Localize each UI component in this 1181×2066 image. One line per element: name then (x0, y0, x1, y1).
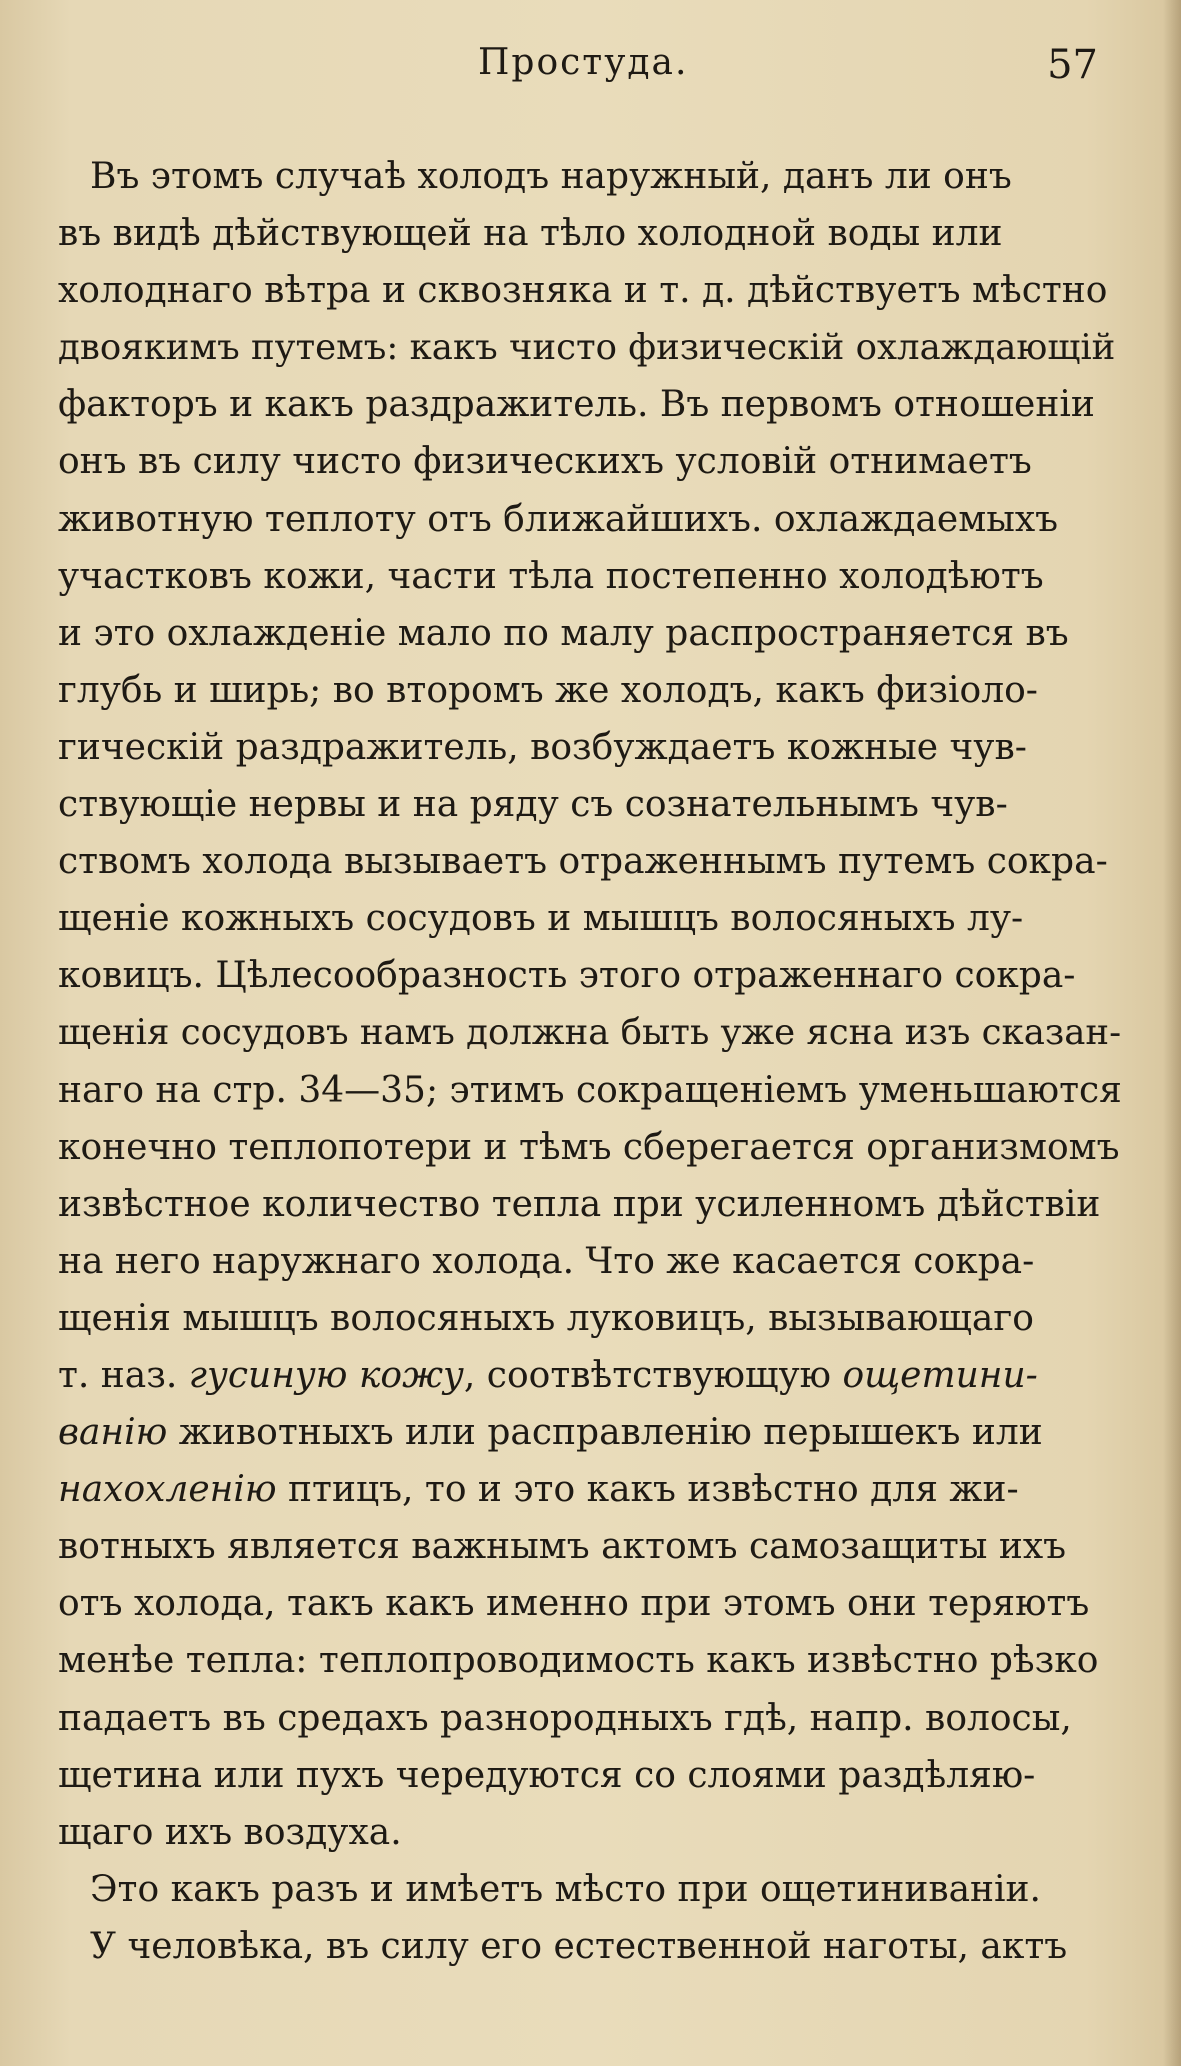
text-segment: У человѣка, въ силу его естественной наготы, актъ (90, 1925, 1068, 1967)
text-line (58, 890, 1128, 947)
text-line (58, 548, 1128, 605)
text-line (58, 1347, 1128, 1404)
text-line (58, 833, 1128, 890)
text-segment: на него наружнаго холода. Что же касается сокра- (58, 1240, 1035, 1282)
text-segment: щенія мышцъ волосяныхъ луковицъ, вызывающаго (58, 1297, 1034, 1339)
text-line (58, 1632, 1128, 1689)
text-line (58, 205, 1128, 262)
text-segment: отъ холода, такъ какъ именно при этомъ они теряютъ (58, 1583, 1090, 1625)
running-title: Простуда. (478, 42, 689, 83)
italic-term: гусиную кожу (188, 1354, 464, 1396)
text-line (58, 1918, 1128, 1975)
text-segment: конечно теплопотери и тѣмъ сберегается организмомъ (58, 1126, 1120, 1168)
text-line (58, 719, 1128, 776)
text-segment: факторъ и какъ раздражитель. Въ первомъ отношеніи (58, 384, 1095, 426)
text-line (58, 1804, 1128, 1861)
text-line (58, 1290, 1128, 1347)
text-segment: ствомъ холода вызываетъ отраженнымъ путемъ сокра- (58, 841, 1108, 883)
text-segment: щаго ихъ воздуха. (58, 1811, 402, 1853)
text-segment: гическій раздражитель, возбуждаетъ кожные чув- (58, 726, 1027, 768)
text-segment: щетина или пухъ чередуются со слоями раздѣляю- (58, 1754, 1036, 1796)
text-segment: т. наз. (58, 1354, 189, 1396)
text-line (58, 1062, 1128, 1119)
text-segment: холоднаго вѣтра и сквозняка и т. д. дѣйствуетъ мѣстно (58, 270, 1108, 312)
text-line (58, 1004, 1128, 1061)
page-number: 57 (1047, 42, 1098, 88)
text-line (58, 1518, 1128, 1575)
text-line (58, 319, 1128, 376)
text-segment: животную теплоту отъ ближайшихъ. охлаждаемыхъ (58, 498, 1059, 540)
text-segment: , соотвѣтствующую (463, 1354, 843, 1396)
text-segment: щенія сосудовъ намъ должна быть уже ясна изъ сказан- (58, 1012, 1122, 1054)
text-line (58, 947, 1128, 1004)
text-segment: извѣстное количество тепла при усиленномъ дѣйствіи (58, 1183, 1101, 1225)
text-segment: ковицъ. Цѣлесообразность этого отраженнаго сокра- (58, 955, 1076, 997)
text-line (58, 148, 1128, 205)
text-segment: ствующіе нервы и на ряду съ сознательнымъ чув- (58, 784, 1008, 826)
text-segment: Это какъ разъ и имѣетъ мѣсто при ощетиниваніи. (90, 1868, 1041, 1910)
text-segment: животныхъ или расправленію перышекъ или (167, 1412, 1043, 1454)
italic-term: ванію (58, 1412, 168, 1454)
text-line (58, 1690, 1128, 1747)
text-line (58, 1575, 1128, 1632)
page-edge-shadow (1163, 0, 1181, 2066)
text-line (58, 1461, 1128, 1518)
text-segment: вотныхъ является важнымъ актомъ самозащиты ихъ (58, 1526, 1067, 1568)
text-segment: двоякимъ путемъ: какъ чисто физическій охлаждающій (58, 327, 1116, 369)
text-line (58, 491, 1128, 548)
text-line (58, 376, 1128, 433)
text-line (58, 1861, 1128, 1918)
text-line (58, 1747, 1128, 1804)
text-line (58, 776, 1128, 833)
text-segment: онъ въ силу чисто физическихъ условій отнимаетъ (58, 441, 1032, 483)
page-header (58, 42, 1098, 102)
body-text (58, 148, 1128, 1975)
text-segment: глубь и ширь; во второмъ же холодъ, какъ физіоло- (58, 669, 1038, 711)
text-line (58, 605, 1128, 662)
text-segment: и это охлажденіе мало по малу распространяется въ (58, 612, 1069, 654)
text-line (58, 1176, 1128, 1233)
text-line (58, 662, 1128, 719)
text-line (58, 1404, 1128, 1461)
text-segment: участковъ кожи, части тѣла постепенно холодѣютъ (58, 555, 1044, 597)
text-segment: птицъ, то и это какъ извѣстно для жи- (276, 1469, 1019, 1511)
text-line (58, 433, 1128, 490)
italic-term: нахохленію (58, 1469, 277, 1511)
text-line (58, 1119, 1128, 1176)
text-segment: въ видѣ дѣйствующей на тѣло холодной воды или (58, 213, 1003, 255)
text-segment: падаетъ въ средахъ разнородныхъ гдѣ, напр. волосы, (58, 1697, 1072, 1739)
text-segment: наго на стр. 34—35; этимъ сокращеніемъ уменьшаются (58, 1069, 1122, 1111)
text-line (58, 1233, 1128, 1290)
text-segment: щеніе кожныхъ сосудовъ и мышцъ волосяныхъ лу- (58, 898, 1024, 940)
italic-term: ощетини- (842, 1354, 1038, 1396)
text-segment: Въ этомъ случаѣ холодъ наружный, данъ ли онъ (90, 156, 1012, 197)
text-line (58, 262, 1128, 319)
text-segment: менѣе тепла: теплопроводимость какъ извѣстно рѣзко (58, 1640, 1099, 1682)
